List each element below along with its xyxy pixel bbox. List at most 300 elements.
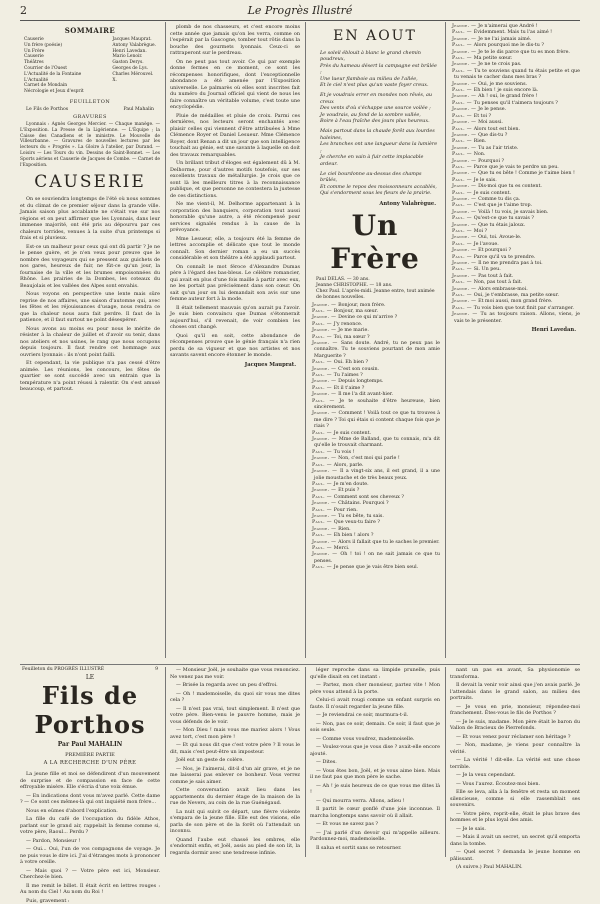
feuilleton-paragraph: — Oh ! mademoiselle, du quoi sir vous me dites cela ? [170, 691, 300, 704]
feuilleton-paragraph: — Nos, je l'aimerai, dit-il d'un air grave, et je ne me laisserai pas enlever ce bonheur. Vous verrez comme je sais aimer. [170, 766, 300, 786]
dialogue-text: Non, c'est moi qui parle ! [338, 456, 400, 461]
speaker-name: Paul. — [312, 431, 334, 436]
feuilleton-le: LE [20, 674, 160, 681]
dialogue-text: Je me marie. [338, 328, 369, 333]
poem-line: Je voudrais, au fond de la sombre vallée, [320, 112, 440, 118]
causerie-paragraph: On ne peut pas tout avoir. Ce qui par exemple donne fermes en ce moment, ce sont les récompenses honorifiques, dont l'exceptionnelle abondance a été amenée par l'Exposition universelle. Le palmarès où elles sont inscrites fait du numéro du Journal officiel qui vient de nous les faire connaître un véritable volume, c'est toute une encyclopédie. [170, 59, 300, 111]
feuilleton-paragraph: — Pardon, Monsieur ! [20, 838, 160, 845]
feuilleton-paragraph: — J'ai parlé d'un devoir qui m'appelle ailleurs. Pardonnez-moi, mademoiselle. [310, 830, 440, 843]
feuilleton-column-2 [170, 667, 300, 859]
speaker-name: Jeanne. — [452, 120, 478, 125]
speaker-name: Jeanne. — [452, 159, 478, 164]
dialogue-text: Tu vois bien que tout finit par s'arranger. [474, 306, 574, 311]
feuilleton-column-4 [450, 667, 580, 859]
column-4 [450, 24, 580, 658]
speaker-name: Paul. — [452, 203, 474, 208]
feuilleton-paragraph: — Je reviendrai ce soir, murmura-t-il. [310, 712, 440, 719]
speaker-name: Jeanne. — [452, 133, 478, 138]
poem-line: Le ciel bourdonne au-dessus des champs brûlés, [320, 171, 440, 184]
header-rule [20, 20, 580, 21]
speaker-name: Paul. — [312, 463, 334, 468]
feuilleton-column-1 [20, 667, 160, 859]
causerie-paragraph: Et cependant, la vie publique n'a pas cessé d'être animée. Les réunions, les concours, les fêtes de quartier se sont succédé avec un entrain que la température n'a point réussi à ralentir. On s'est amusé beaucoup, et partout. [20, 360, 160, 393]
speaker-name: Paul. — [452, 306, 474, 311]
dialogue-text: Pourquoi ? [478, 159, 504, 164]
dialogue-text: Que dis-tu ? [478, 133, 507, 138]
dialogue-text: Tu vois ! [334, 450, 355, 455]
feuilleton-paragraph: — En indications dont vous m'avez parlé. Cette dame ? — Ce sont ces mêmes-là qui ont inquiété mon frère... [20, 793, 160, 806]
feuilleton-header [20, 667, 160, 672]
feuilleton-paragraph: Il me remit le billet. Il était écrit en lettres rouges : Au nom du Ciel ! Au nom du Roi ! [20, 883, 160, 896]
feuilleton-paragraph: — Il n'est pas vrai, tout simplement. Il n'est que votre père. Bien-venu le pauvre homme, mais je vous défends de le voir. [170, 706, 300, 726]
feuilleton-paragraph: — Dites. [310, 759, 440, 766]
speaker-name: Paul. — [452, 267, 474, 272]
feuilleton-paragraph: — Vous l'aurez. Écoutez-moi bien. [450, 781, 580, 788]
feuilleton-entry-author: Paul Mahalin [123, 107, 154, 112]
frere-dialogue-continued [450, 24, 580, 325]
dialogue-text: Je pense que je vais être bien seul. [334, 565, 419, 570]
speaker-name: Jeanne. — [452, 261, 478, 266]
dialogue-text: Eh bien ! alors ? [334, 533, 374, 538]
dialogue-text: Tu penses qu'il t'aimera toujours ? [474, 101, 558, 106]
dialogue-text: J'y renonce. [334, 322, 363, 327]
speaker-name: Jeanne. — [452, 197, 478, 202]
toc-item: Théâtres [24, 60, 84, 66]
speaker-name: Jeanne. — [312, 328, 338, 333]
speaker-name: Jeanne. — [452, 184, 478, 189]
feuilleton-paragraph: (A suivre.) Paul MAHALIN. [450, 864, 580, 871]
speaker-name: Jeanne. — [312, 501, 338, 506]
dialogue-text: Il me l'a dit avant-hier. [338, 392, 393, 397]
dialogue-text: Alors tout est bien. [474, 127, 520, 132]
feuilleton-paragraph: Quand l'aube eut chassé les ombres, elle s'endormit enfin, et Joël, assis au pied de son lit, la regarda dormir avec une tendresse infinie. [170, 837, 300, 857]
column-divider [165, 22, 166, 658]
dialogue-text: Tu as toujours raison. Allons, viens, je vais te le présenter. [454, 312, 580, 323]
cast-line: Jeanne CHRISTOPHE. — 18 ans. [316, 283, 440, 289]
dialogue-text: Dis-moi que tu es content. [478, 184, 542, 189]
dialogue-text: Rien. [338, 527, 351, 532]
toc-item: L'Actualité [24, 78, 84, 84]
poem-stanza [320, 50, 440, 88]
speaker-name: Jeanne. — [452, 107, 478, 112]
gravures-label: GRAVURES [20, 114, 160, 120]
dialogue-text: Je le sais. [474, 178, 497, 183]
feuilleton-author: Par Paul MAHALIN [20, 741, 160, 748]
poem-stanza [320, 171, 440, 197]
speaker-name: Paul. — [312, 386, 334, 391]
toc-item: L'Actualité de la Fontaine [24, 72, 84, 78]
causerie-paragraph: On se souviendra longtemps de l'été où nous sommes et du climat de ce premier séjour dans la grande ville. Jamais saison plus accablante ne s'était vue sur nos régions et on peut affirmer que les Lyonnais, dans leur immense majorité, ont été pris au dépourvu par ces chaleurs torrides, venues à la suite d'un printemps si frais et si pluvieux. [20, 196, 160, 242]
frere-cast [316, 277, 440, 301]
dialogue-text: Si. Un peu. [474, 267, 501, 272]
dialogue-text: Non, pas tout à fait. [474, 280, 523, 285]
feuilleton-paragraph: — Non, madame, je viens pour connaître la vérité. [450, 742, 580, 755]
poem-line: Mais partout dans la chaude forêt aux lourdes haleines, [320, 128, 440, 141]
column-divider [445, 22, 446, 658]
dialogue-text: Non. [474, 152, 486, 157]
speaker-name: Paul. — [312, 520, 334, 525]
dialogue-line [310, 341, 440, 360]
speaker-name: Jeanne. — [312, 411, 339, 416]
poem-line: Et le ciel n'est plus qu'un vaste foyer creux. [320, 82, 440, 88]
feuilleton-paragraph: — Votre père, reprit-elle, était le plus brave des hommes et le plus loyal des amis. [450, 811, 580, 824]
toc-author: Jacques Mauprat. [112, 37, 156, 43]
feuilleton-paragraph: — Comme vous voudrez, mademoiselle. [310, 736, 440, 743]
column-3 [310, 24, 440, 658]
dialogue-text: Je m'en doute. [334, 482, 369, 487]
dialogue-text: Qu'est-ce que tu savais ? [474, 216, 534, 221]
frere-title: Un Frère [310, 209, 440, 275]
dialogue-line [450, 312, 580, 325]
frere-dialogue [310, 303, 440, 572]
causerie-paragraph: Ne me vient-il, M. Delhorme appartenant à la corporation des banquiers, corporation tout aussi honorable qu'une autre, a été récompensé pour services signalés rendus à la cause de la prévoyance. [170, 201, 300, 234]
dialogue-text: Eh bien ! je suis encore là. [474, 88, 539, 93]
speaker-name: Paul. — [452, 56, 474, 61]
sommaire-right [112, 37, 156, 95]
sommaire-title: SOMMAIRE [20, 26, 160, 35]
toc-author: Henri Lavedan. [112, 49, 156, 55]
dialogue-text: Ma petite sœur. [474, 56, 513, 61]
dialogue-line [310, 552, 440, 565]
dialogue-text: Tu te souviens quand tu étais petite et que tu venais te cacher dans mes bras ? [454, 69, 580, 80]
dialogue-text: Je le pense. [478, 107, 506, 112]
dialogue-text: Comment sont ses cheveux ? [334, 495, 404, 500]
feuilleton-title: Fils de Porthos [20, 681, 160, 739]
speaker-name: Paul. — [452, 216, 474, 221]
dialogue-line [310, 469, 440, 482]
feuilleton-entry [20, 107, 160, 112]
speaker-name: Jeanne. — [452, 146, 478, 151]
speaker-name: Jeanne. — [312, 367, 338, 372]
speaker-name: Paul. — [312, 565, 334, 570]
dialogue-text: Devine ce qui m'arrive ? [338, 315, 397, 320]
speaker-name: Jeanne. — [452, 287, 478, 292]
feuilleton-paragraph: — Je le suis, madame. Mon père était le baron du Vallon de Bracieux de Pierrefonds. [450, 719, 580, 732]
frere-signature: Henri Lavedan. [450, 327, 576, 333]
toc-author: Charles Mérouvel. [112, 72, 156, 78]
feuilleton-rule [20, 664, 580, 665]
dialogue-text: Et il t'aime ? [334, 386, 365, 391]
feuilleton-paragraph: Il salua et sortit sans se retourner. [310, 845, 440, 852]
speaker-name: Paul. — [452, 191, 474, 196]
feuilleton-paragraph: — Oui... Oui, l'un de vos compagnons de voyage. Je ne puis vous le dire ici. J'ai d'étranges mots à prononcer à votre oreille. [20, 846, 160, 866]
speaker-name: Jeanne. — [312, 514, 338, 519]
feuilleton-paragraph: Il partit le cœur gonflé d'une joie inconnue. Il marcha longtemps sans savoir où il allait. [310, 806, 440, 819]
sommaire-table [20, 37, 160, 95]
speaker-name: Paul. — [312, 399, 339, 404]
dialogue-text: Tu as l'air triste. [478, 146, 518, 151]
speaker-name: Jeanne. — [452, 235, 478, 240]
feuilleton-paragraph: Celui-ci avait rougi comme un enfant surpris en faute. Il n'osait regarder la jeune fille. [310, 697, 440, 710]
speaker-name: Jeanne. — [312, 552, 340, 557]
sommaire-left [24, 37, 84, 95]
dialogue-text: Rien. [474, 139, 487, 144]
causerie-paragraph: On connaît le mot féroce d'Alexandre Dumas père à l'égard des bas-bleus. Le célèbre romancier, qui avait en plus d'une fois maille à partir avec eux, ne les portait pas précisément dans son cœur. On sait qu'un jour on lui demandait son avis sur une femme auteur fort à la mode. [170, 264, 300, 303]
dialogue-text: Moi ? [474, 229, 487, 234]
speaker-name: Jeanne. — [452, 37, 478, 42]
speaker-name: Paul. — [452, 30, 474, 35]
dialogue-text: Tu l'aimes ? [334, 373, 363, 378]
speaker-name: Jeanne. — [452, 274, 478, 279]
dialogue-text: Alors il fallait que tu le saches le premier. [338, 540, 440, 545]
dialogue-text: Alors, parle. [334, 463, 364, 468]
journal-title: Le Progrès Illustré [20, 4, 580, 17]
poem-line: Le soleil éblouit à blanc le grand chemin poudreux, [320, 50, 440, 63]
speaker-name: Paul. — [452, 178, 474, 183]
dialogue-text: Oh ! toi ! on ne sait jamais ce que tu penses. [314, 552, 440, 563]
feuilleton-paragraph: — Qui mourra verra. Allons, adieu ! [310, 798, 440, 805]
causerie-paragraph: Pluie de médailles et pluie de croix. Parmi ces dernières, nos lecteurs seront enchantés avec plaisir celles qui viennent d'être attribuées à Mme Clémence Royer et Daniel Lesueur. Mme Clémence Royer, dont Renan a dit un jour que son intelligence touchait au génie, est une savante à laquelle on doit des travaux remarquables. [170, 113, 300, 159]
feuilleton-paragraph: — Voulez-vous que je vous dise ? avait-elle encore ajouté. [310, 744, 440, 757]
speaker-name: Paul. — [452, 114, 474, 119]
poem-title: EN AOUT [310, 28, 440, 44]
feuilleton-paragraph: — Ah ! je suis heureux de ce que vous me dites là ! [310, 783, 440, 796]
poem-line: Et je voudrais errer en mondes non rêvés, au creux [320, 92, 440, 105]
dialogue-text: Parce qu'il va te prendre. [474, 255, 536, 260]
feuilleton-paragraph: — Je vous en prie, monsieur, répondez-moi franchement. Êtes-vous le fils de Porthos ? [450, 704, 580, 717]
dialogue-text: Mme de Balland, que tu connais, m'a dit qu'elle le trouvait charmant. [314, 437, 440, 448]
dialogue-text: Moi aussi. [478, 120, 503, 125]
speaker-name: Jeanne. — [452, 223, 478, 228]
dialogue-text: Merci. [334, 546, 350, 551]
speaker-name: Jeanne. — [452, 50, 478, 55]
speaker-name: Paul. — [312, 533, 334, 538]
speaker-name: Paul. — [452, 101, 474, 106]
column-divider [305, 22, 306, 658]
speaker-name: Paul. — [312, 482, 334, 487]
feuilleton-paragraph: Puis, gravement : [20, 898, 160, 904]
poem-line: Des vents d'où s'échappe une source voilée ; [320, 105, 440, 111]
dialogue-text: Et toi ? [474, 114, 491, 119]
dialogue-text: Et pourquoi ? [478, 248, 511, 253]
speaker-name: Jeanne. — [312, 315, 338, 320]
dialogue-text: Bonjour, ma sœur. [334, 309, 378, 314]
speaker-name: Paul. — [452, 127, 474, 132]
page-number: 2 [20, 4, 27, 17]
feuilleton-paragraph: — Non, pas ce soir, demain. Ce soir, il faut que je sois seule. [310, 721, 440, 734]
dialogue-text: Et moi aussi, mon grand frère. [478, 299, 552, 304]
column-divider [165, 667, 166, 857]
gravures-text: Lyonnais : Agnès Georges Mercier. — Chaque manège. — L'Exposition. La Presse de la Ligérienne. — L'Équipe ; la Caisse des Canadiens et le ministre. Le Mouvelle de Villeurbanne. — Gravures de nouvelles lectures par les lecteurs du « Progrès ». La Gloire à l'atelier, par Durand. — Loisirs — Les Tours du vin. Dessins de Saint-Bonnet. — Les Sports aériens et Causerie de Jacques de Combe. — Carnet de l'Exposition. [20, 122, 160, 168]
dialogue-text: Comment ! Voilà tout ce que tu trouves à me dire ? Toi qui étais si content chaque fois que je riais ? [314, 411, 440, 429]
poem-signature: Antony Valabrègue. [310, 201, 436, 207]
speaker-name: Paul. — [312, 309, 334, 314]
speaker-name: Jeanne. — [312, 527, 338, 532]
dialogue-text: Bonjour, mon frère. [338, 303, 385, 308]
speaker-name: Paul. — [312, 373, 334, 378]
speaker-name: Paul. — [452, 139, 474, 144]
causerie-paragraph: Quoi qu'il en soit, cette abondance de récompenses prouve que le génie français n'a rien perdu de sa vigueur et que nos artistes et nos savants savent encore étonner le monde. [170, 333, 300, 359]
toc-item: Un Frère [24, 49, 84, 55]
poem-stanza [320, 92, 440, 124]
dialogue-text: Oui, je t'embrasse, ma petite sœur. [474, 293, 559, 298]
dialogue-text: Je te le dis parce que tu es mon frère. [478, 50, 570, 55]
dialogue-text: Que tu es bête ! Comme je t'aime bien ! [478, 171, 575, 176]
speaker-name: Paul. — [452, 293, 474, 298]
column-1 [20, 24, 160, 658]
feuilleton-paragraph: — Quel secret ? demanda le jeune homme en pâlissant. [450, 849, 580, 862]
feuilleton-chapter: A LA RECHERCHE D'UN PÈRE [20, 760, 160, 766]
speaker-name: Paul. — [312, 450, 334, 455]
poem-line: Je cherche en vain à fuir cette implacable ardeur. [320, 154, 440, 167]
feuilleton-paragraph: — Et vous venez pour réclamer son héritage ? [450, 734, 580, 741]
poem-line: Près du hameau désert la campagne est brûlée ; [320, 63, 440, 76]
feuilleton-text [450, 667, 580, 871]
dialogue-text: Comme tu dis ça. [478, 197, 520, 202]
feuilleton-part: PREMIÈRE PARTIE [20, 752, 160, 758]
speaker-name: Jeanne. — [452, 82, 478, 87]
dialogue-text: Sans doute. André, tu ne peux pas le connaître. Tu te souviens pourtant de mon amie Marguerite ? [314, 341, 440, 359]
feuilleton-paragraph: Cette conversation avait lieu dans les appartements du dernier étage de la maison de la rue de Nevers, au coin de la rue Guénégaud. [170, 787, 300, 807]
toc-author: Antony Valabrègue. [112, 43, 156, 49]
poem-line: Et comme le repos des moissonneurs accablés, [320, 184, 440, 190]
speaker-name: Jeanne. — [312, 488, 338, 493]
speaker-name: Jeanne. — [452, 299, 478, 304]
dialogue-line [310, 411, 440, 430]
speaker-name: Jeanne. — [452, 94, 478, 99]
feuilleton-paragraph: Joël eut un geste de colère. [170, 757, 300, 764]
causerie-paragraph: Nous avons au moins eu pour nous le mérite de résister à la chaleur de juillet et d'avoir su tenir, dans nos ateliers et nos usines, le rang que nous occupons depuis toujours. Il faut rendre cet hommage aux ouvriers lyonnais : ils n'ont point failli. [20, 326, 160, 359]
toc-item: Courrier de l'Ouest [24, 66, 84, 72]
speaker-name: Jeanne. — [312, 456, 338, 461]
feuilleton-paragraph: Il devait la venir voir ainsi que j'en avais parlé. Je l'attendais dans le grand salon, au milieu des portraits. [450, 682, 580, 702]
dialogue-text: Alors embrasse-moi. [478, 287, 528, 292]
dialogue-line [310, 399, 440, 412]
page-header [20, 4, 580, 18]
feuilleton-paragraph: — Mais il avait un secret, un secret qu'il emporta dans la tombe. [450, 834, 580, 847]
speaker-name: Paul. — [452, 152, 474, 157]
feuilleton-paragraph: — Je la veux cependant. [450, 772, 580, 779]
toc-item: Carnet de Mondain [24, 83, 84, 89]
poem-line: Une lueur flamboie au milieu de l'allée, [320, 76, 440, 82]
dialogue-text: Je n'aimerai que André ! [478, 24, 537, 29]
toc-author: X. [112, 78, 156, 84]
toc-item: Causerie [24, 37, 84, 43]
causerie-paragraph: Un brillant tribut d'éloges est également dû à M. Delhorme, pour d'autres motifs toutefois, sur ses excellents travaux de métallurgie. Je crois que ce sont là les meilleurs titres à la reconnaissance publique, et que personne ne contestera la justesse de ces distinctions. [170, 160, 300, 199]
toc-item: Nécrologie et Jeux d'esprit [24, 89, 84, 95]
dialogue-text: Depuis longtemps. [338, 379, 383, 384]
feuilleton-paragraph: — Et vous ne savez pas ? [310, 821, 440, 828]
causerie-paragraph: Est-ce un malheur pour ceux qui ont dû partir ? Je ne le pense guère, et je n'en veux pour preuve que le nombre des voyageurs qui se pressent aux guichets de nos gares, heureux de fuir, ne fût-ce qu'un jour, la fournaise de la ville et les brumes empoisonnées du Rhône. Les prairies de la Dombes, les coteaux du Beaujolais et les vallées des Alpes sont envahis. [20, 244, 160, 290]
dialogue-text: Oui, toi. Avoue-le. [478, 235, 521, 240]
causerie-signature: Jacques Mauprat. [170, 362, 296, 368]
feuilleton-paragraph: — Et qui nous dit que c'est votre père ? Il vous le dit, mais c'est peut-être un imposteur. [170, 742, 300, 755]
column-divider [305, 667, 306, 857]
feuilleton-paragraph: — Partez, mon cher monsieur, partez vite ! Mon père vous attend à la porte. [310, 682, 440, 695]
dialogue-text: Je ne l'ai jamais aimé. [478, 37, 531, 42]
speaker-name: Jeanne. — [452, 24, 478, 29]
cast-line: Paul DELAS. — 30 ans. [316, 277, 440, 283]
dialogue-text: Je suis content. [334, 431, 371, 436]
dialogue-text: Châtains. Pourquoi ? [338, 501, 389, 506]
speaker-name: Jeanne. — [312, 341, 341, 346]
feuilleton-paragraph: — Monsieur Joël, je souhaite que vous renonciez. Ne venez pas me voir. [170, 667, 300, 680]
speaker-name: Paul. — [452, 88, 474, 93]
speaker-name: Jeanne. — [452, 171, 478, 176]
feuilleton-text [20, 771, 160, 904]
speaker-name: Jeanne. — [312, 379, 338, 384]
speaker-name: Paul. — [452, 69, 474, 74]
speaker-name: Paul. — [452, 280, 474, 285]
speaker-name: Paul. — [452, 255, 474, 260]
toc-author: Mario Lenoir. [112, 54, 156, 60]
feuilleton-number: 9 [155, 667, 158, 672]
feuilleton-paragraph: léger reproche dans sa limpide prunelle, puis qu'elle disait en cet instant : [310, 667, 440, 680]
column-divider [445, 667, 446, 857]
toc-author: Georges de Lys. [112, 66, 156, 72]
dialogue-text: Tu es bête, tu sais. [338, 514, 384, 519]
dialogue-line [450, 69, 580, 82]
speaker-name: Paul. — [312, 546, 334, 551]
feuilleton-paragraph: — La vérité ! dit-elle. La vérité est une chose terrible. [450, 757, 580, 770]
feuilleton-column-3 [310, 667, 440, 859]
speaker-name: Paul. — [452, 242, 474, 247]
feuilleton-paragraph: Nous en eûmes d'abord l'explication. [20, 808, 160, 815]
cast-line: Chez Paul. L'après-midi. Jeanne entre, tout animée de bonnes nouvelles. [316, 289, 440, 301]
feuilleton-paragraph: — Mais quoi ? — Votre père est ici, Monsieur. Cherchez-le bien. [20, 868, 160, 881]
causerie-paragraph: plomb de nos chasseurs, et c'est encore moins cette année que jamais qu'on les verra, comme on l'espérait par la Gascogne, tomber tout rôtis dans la bouche des gourmets lyonnais. Ceux-ci se rattraperont sur le perdreau. [170, 24, 300, 57]
toc-item: Un frère (poésie) [24, 43, 84, 49]
dialogue-line [310, 437, 440, 450]
causerie-paragraph: Nous voyons en perspective une lente mais sûre reprise de nos affaires, une saison d'automne qui, avec les fêtes et les réjouissances d'usage, nous rendra ce que la chaleur nous aura fait perdre. Il faut de la patience, et il faut surtout ne point désespérer. [20, 291, 160, 324]
speaker-name: Paul. — [452, 229, 474, 234]
feuilleton-paragraph: La jeune fille et moi se défendirent d'un mouvement de surprise et de compassion en face de cette effroyable misère. Elle s'écria d'une voix émue. [20, 771, 160, 791]
speaker-name: Paul. — [312, 335, 334, 340]
dialogue-text: Je ne te crois pas. [478, 62, 521, 67]
speaker-name: Jeanne. — [312, 392, 338, 397]
feuilleton-paragraph: La nuit qui suivit ce départ, une fièvre violente s'empara de la jeune fille. Elle eut des visions, elle parla de son père et de la forêt où l'attendait un inconnu. [170, 809, 300, 835]
speaker-name: Jeanne. — [452, 312, 480, 317]
dialogue-text: Et puis ? [338, 488, 359, 493]
feuilleton-paragraph: — Brisée la regarda avec un peu d'effroi. [170, 682, 300, 689]
feuilleton-paragraph: — Je le sais. [450, 826, 580, 833]
causerie-paragraph: Mme Lesueur, elle, a toujours été la femme de lettres accomplie et délicate que tout le monde connaît. Son dernier roman a eu un succès considérable et son théâtre a été applaudi partout. [170, 236, 300, 262]
feuilleton-paragraph: — Vous êtes bon, Joël, et je vous aime bien. Mais il ne faut pas que mon père le sache. [310, 768, 440, 781]
speaker-name: Paul. — [312, 360, 334, 365]
dialogue-line [310, 565, 440, 571]
poem-line: Les branches ont une langueur dans la lumière ; [320, 141, 440, 154]
dialogue-text: Il a vingt-six ans, il est grand, il a une jolie moustache et de très beaux yeux. [314, 469, 440, 480]
speaker-name: Jeanne. — [312, 540, 338, 545]
speaker-name: Paul. — [312, 495, 334, 500]
speaker-name: Paul. — [452, 165, 474, 170]
dialogue-text: Oui, je me souviens. [478, 82, 527, 87]
dialogue-text: Que tu étais jaloux. [478, 223, 525, 228]
dialogue-text: Voilà ! tu vois, je savais bien. [478, 210, 548, 215]
speaker-name: Jeanne. — [312, 469, 340, 474]
dialogue-text: Je te souhaite d'être heureuse, bien sincèrement. [314, 399, 440, 410]
dialogue-text: Pour rien. [334, 508, 358, 513]
dialogue-text: Ah ! oui, le grand frère ! [478, 94, 537, 99]
dialogue-text: C'est son cousin. [338, 367, 379, 372]
dialogue-text: Je l'avoue. [474, 242, 499, 247]
speaker-name: Paul. — [312, 508, 334, 513]
poem-line: Boire à l'eau fraîche des jours plus heureux. [320, 118, 440, 124]
poem-line: Qui s'endorment sous les fleurs de la prairie. [320, 190, 440, 196]
causerie-paragraph: Il était tellement mauvais qu'on aurait pu l'avoir. Je suis bien convaincu que Dumas s'étonnerait aujourd'hui, s'il revenait, de voir combien les choses ont changé. [170, 305, 300, 331]
speaker-name: Jeanne. — [452, 248, 478, 253]
speaker-name: Jeanne. — [452, 210, 478, 215]
feuilleton-header-label: Feuilleton du PROGRÈS ILLUSTRÉ [22, 667, 104, 672]
feuilleton-entry-title: Le Fils de Porthos [26, 107, 68, 112]
speaker-name: Jeanne. — [312, 303, 338, 308]
dialogue-text: Évidemment. Mais tu l'as aimé ! [474, 30, 552, 35]
toc-author: Gaston Derys. [112, 60, 156, 66]
dialogue-text: Alors pourquoi me le dis-tu ? [474, 43, 544, 48]
speaker-name: Paul. — [312, 322, 334, 327]
dialogue-text: Il ne me prendra pas à toi. [478, 261, 543, 266]
feuilleton-label: FEUILLETON [20, 99, 160, 105]
